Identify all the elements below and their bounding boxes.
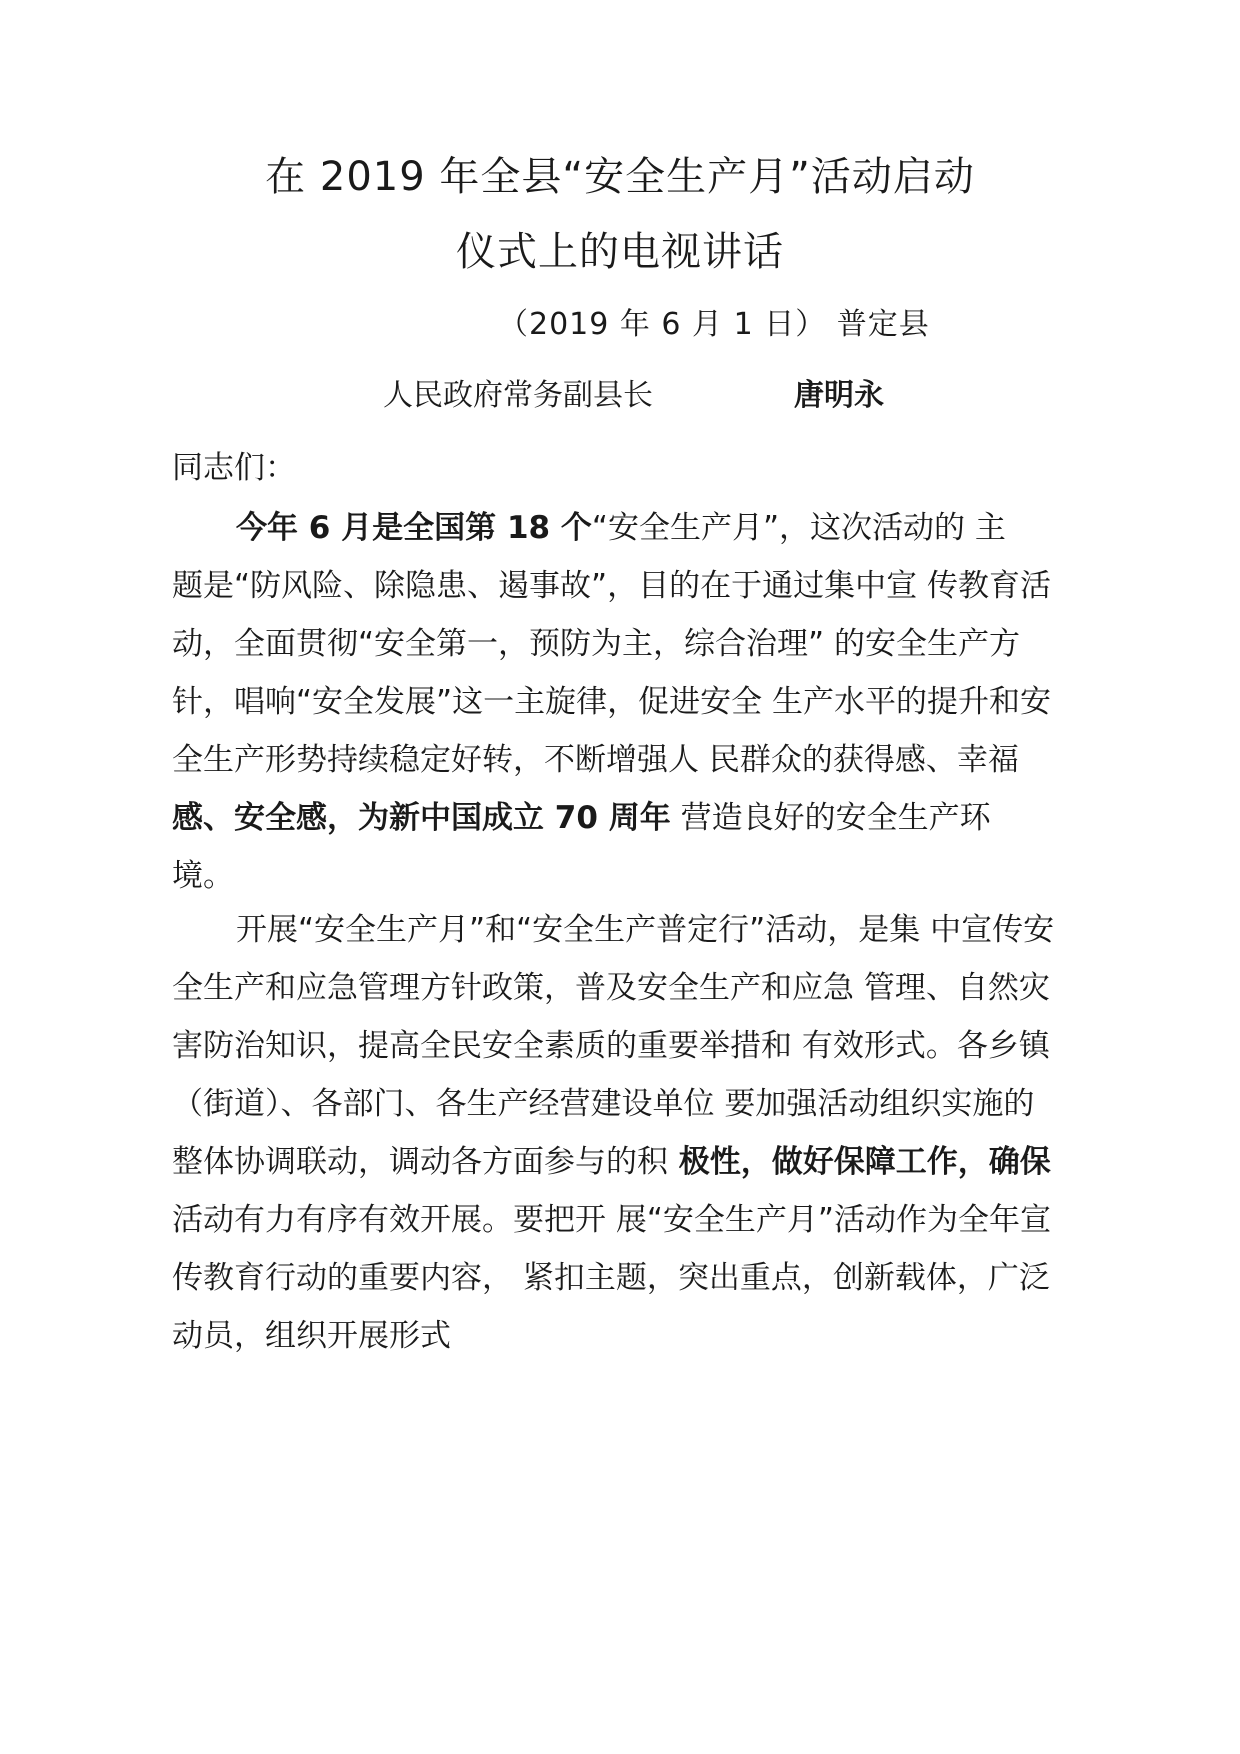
speaker-position: 人民政府常务副县长 (383, 378, 653, 413)
bold-text: 感、安全感，为新中国成立 70 周年 (172, 800, 671, 836)
paragraph-line: 针，唱响“安全发展”这一主旋律，促进安全 生产水平的提升和安 (172, 684, 1051, 720)
line-text: “安全生产月”，这次活动的 主 (591, 510, 1006, 546)
paragraph-line: 开展“安全生产月”和“安全生产普定行”活动，是集 中宣传安 (236, 912, 1055, 948)
paragraph-line (172, 499, 1077, 557)
paragraph-line: 动员，组织开展形式 (172, 1318, 451, 1354)
bold-text: 今年 6 月是全国第 18 个 (236, 510, 592, 546)
salutation: 同志们： (172, 450, 296, 486)
paragraph-line (172, 1133, 1077, 1191)
bold-text: 极性，做好保障工作，确保 (668, 1144, 1051, 1180)
speech-date: （2019 年 6 月 1 日） 普定县 (498, 307, 930, 342)
paragraph-line: 全生产和应急管理方针政策，普及安全生产和应急 管理、自然灾 (172, 970, 1050, 1006)
document-title-line-2: 仪式上的电视讲话 (456, 229, 784, 275)
line-text: 营造良好的安全生产环 (670, 800, 991, 836)
paragraph-1 (172, 499, 1077, 905)
paragraph-line: （街道）、各部门、各生产经营建设单位 要加强活动组织实施的 (172, 1086, 1035, 1122)
paragraph-line: 害防治知识，提高全民安全素质的重要举措和 有效形式。各乡镇 (172, 1028, 1050, 1064)
paragraph-2 (172, 901, 1077, 1365)
paragraph-line: 境。 (172, 858, 234, 894)
speaker-name: 唐明永 (794, 378, 884, 413)
paragraph-line: 传教育行动的重要内容， 紧扣主题，突出重点，创新载体，广泛 (172, 1260, 1050, 1296)
paragraph-line (172, 789, 1077, 847)
document-title-line-1: 在 2019 年全县“安全生产月”活动启动 (265, 154, 975, 200)
paragraph-line: 动，全面贯彻“安全第一，预防为主，综合治理” 的安全生产方 (172, 626, 1020, 662)
line-text: 整体协调联动，调动各方面参与的积 (172, 1144, 668, 1180)
paragraph-line: 全生产形势持续稳定好转，不断增强人 民群众的获得感、幸福 (172, 742, 1019, 778)
paragraph-line: 活动有力有序有效开展。要把开 展“安全生产月”活动作为全年宣 (172, 1202, 1051, 1238)
paragraph-line: 题是“防风险、除隐患、遏事故”，目的在于通过集中宣 传教育活 (172, 568, 1051, 604)
